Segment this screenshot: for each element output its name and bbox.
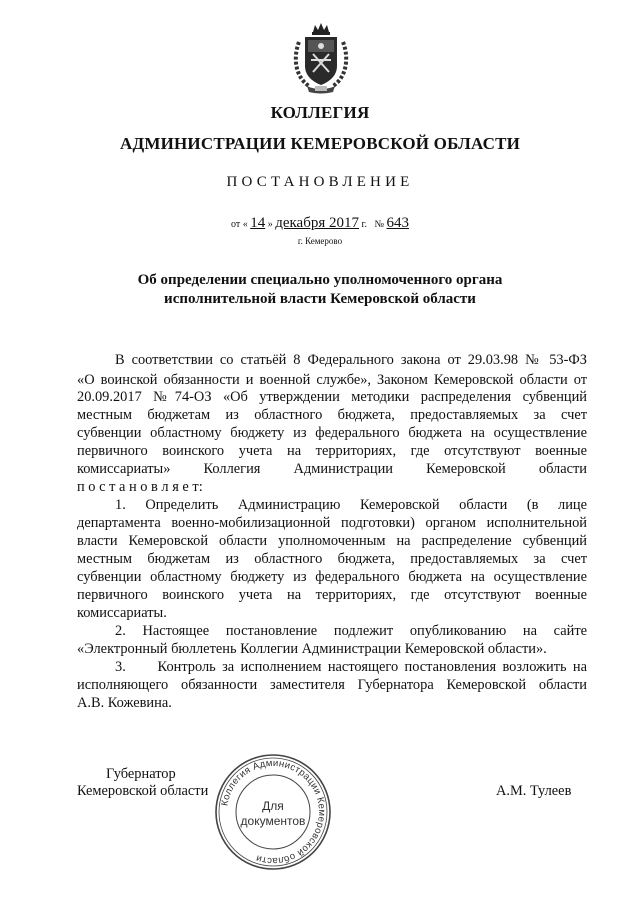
body-line: «О воинской обязанности и военной службе», Законом Кемеровской области от [77, 372, 587, 388]
body-line: субвенции областному бюджету из федерального бюджета на осуществление [77, 569, 587, 585]
date-year-suffix: г. [361, 219, 367, 230]
body-line: 1. Определить Администрацию Кемеровской области (в лице [115, 497, 587, 513]
body-line: местным бюджетам из областного бюджета, предоставляемых за счет [77, 407, 587, 423]
date-day: 14 [250, 215, 266, 231]
body-line: первичного воинского учета на территориях, где отсутствуют военные [77, 443, 587, 459]
body-line: 3. Контроль за исполнением настоящего постановления возложить на [115, 659, 587, 675]
number-prefix: № [374, 219, 385, 230]
body-line: А.В. Кожевина. [77, 695, 172, 711]
body-line: п о с т а н о в л я е т: [77, 479, 203, 495]
document-number: 643 [386, 215, 410, 231]
body-line: субвенции областному бюджету из федерального бюджета на осуществление [77, 425, 587, 441]
signature-title-line2: Кемеровской области [77, 783, 209, 799]
city: г. Кемерово [297, 236, 343, 246]
org-title-line1: КОЛЛЕГИЯ [270, 103, 370, 122]
body-line: комиссариаты» Коллегия Администрации Кемеровской области [77, 461, 587, 477]
stamp-ring-text: Коллегия Администрации Кемеровской области [219, 757, 328, 867]
document-type: ПОСТАНОВЛЕНИЕ [226, 174, 414, 190]
coat-of-arms-emblem [289, 22, 353, 94]
official-stamp [213, 752, 333, 872]
body-line: первичного воинского учета на территориях, где отсутствуют военные [77, 587, 587, 603]
body-line: «Электронный бюллетень Коллегии Администрации Кемеровской области». [77, 641, 547, 657]
body-line: комиссариаты. [77, 605, 167, 621]
subject-line1: Об определении специально уполномоченного органа [137, 272, 503, 288]
subject-line2: исполнительной власти Кемеровской области [164, 291, 476, 307]
stamp-center-line2: документов [240, 814, 306, 828]
stamp-center-line1: Для [262, 799, 284, 813]
body-line: департамента военно-мобилизационной подготовки) органом исполнительной [77, 515, 587, 531]
body-line: власти Кемеровской области уполномоченным на распределение субвенций [77, 533, 587, 549]
body-line: местным бюджетам из областного бюджета, предоставляемых за счет [77, 551, 587, 567]
signature-name: А.М. Тулеев [496, 783, 572, 799]
body-line: 20.09.2017 №74-ОЗ «Об утверждении методики распределения субвенций [77, 389, 587, 405]
date-prefix: от « [230, 219, 248, 230]
org-title-line2: АДМИНИСТРАЦИИ КЕМЕРОВСКОЙ ОБЛАСТИ [119, 134, 521, 153]
date-month-year: декабря 2017 [275, 215, 359, 231]
body-line: 2. Настоящее постановление подлежит опубликованию на сайте [115, 623, 587, 639]
date-line [0, 215, 640, 232]
signature-title-line1: Губернатор [106, 766, 176, 782]
date-mid: » [267, 219, 273, 230]
body-line: исполняющего обязанности заместителя Губернатора Кемеровской области [77, 677, 587, 693]
body-line: В соответствии со статьёй 8 Федерального закона от 29.03.98 № 53-ФЗ [115, 352, 587, 368]
